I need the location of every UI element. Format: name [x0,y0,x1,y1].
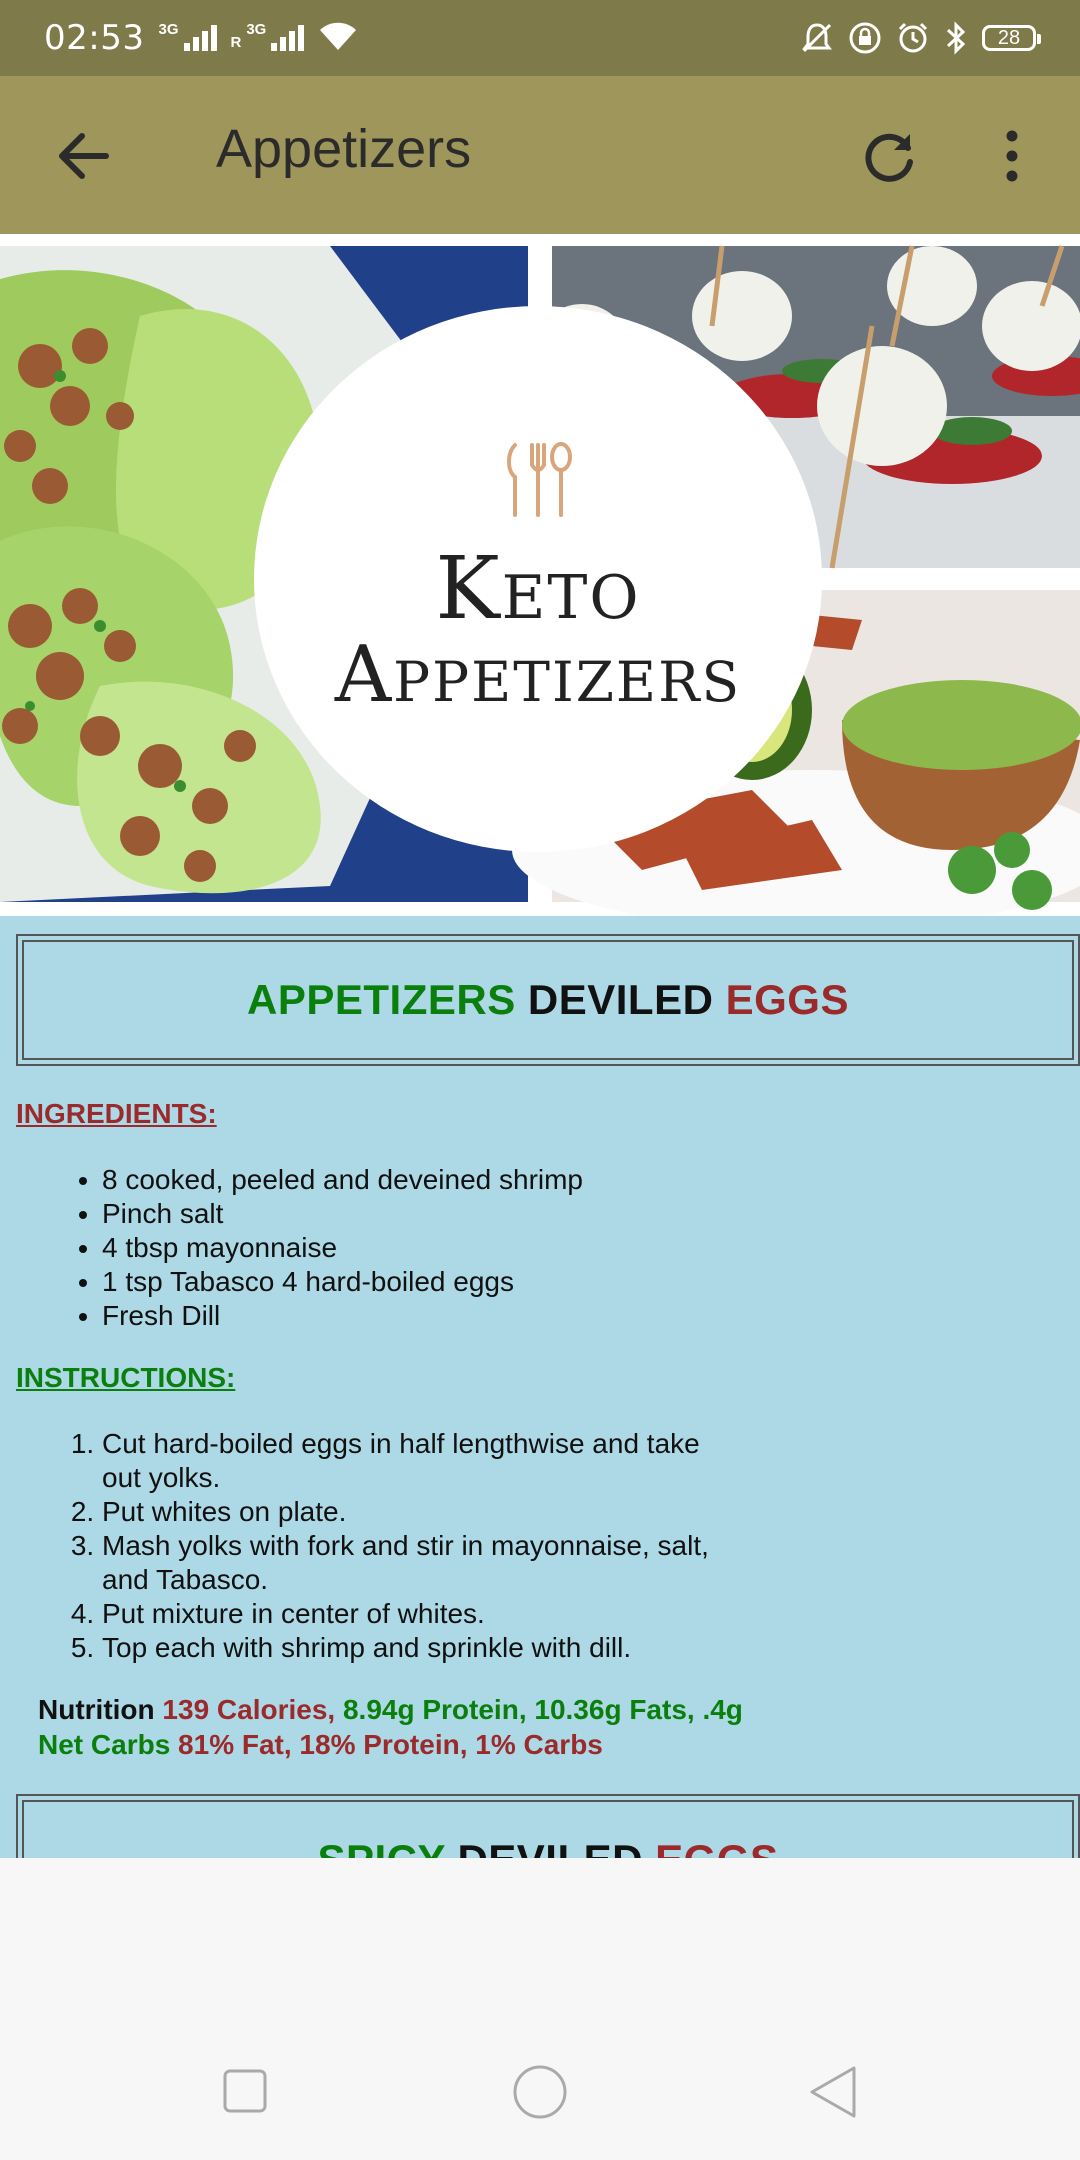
instruction-step: 2. Put whites on plate. [102,1495,722,1529]
app-bar [0,76,1080,234]
cell-signal-1-icon [158,21,216,51]
cell-signal-2-icon [230,21,305,51]
nutrition-label: Nutrition [38,1694,155,1725]
ingredient-item: • Pinch salt [102,1197,583,1231]
status-bar [0,0,1080,76]
hero-logo-circle [254,306,822,852]
bottom-area [0,1858,1080,2160]
battery-icon [982,25,1036,51]
home-icon[interactable] [512,2064,568,2125]
recipe-title-part-1: APPETIZERS [247,976,516,1023]
nutrition-macros: 8.94g Protein, 10.36g Fats, .4g Net Carbs [38,1694,743,1760]
ingredient-item: • 4 tbsp mayonnaise [102,1231,583,1265]
status-time: 02:53 [44,18,145,58]
battery-level: 28 [997,26,1021,49]
ingredient-item: • 1 tsp Tabasco 4 hard-boiled eggs [102,1265,583,1299]
recipe-title-box [16,934,1080,1066]
recent-apps-icon[interactable] [222,2068,268,2119]
ingredient-item: • 8 cooked, peeled and deveined shrimp [102,1163,583,1197]
back-arrow-icon[interactable] [50,126,120,186]
refresh-icon[interactable] [858,124,922,188]
nutrition-percentages: 81% Fat, 18% Protein, 1% Carbs [178,1729,603,1760]
instruction-step: 1. Cut hard-boiled eggs in half lengthwise and take out yolks. [102,1427,722,1495]
network-type-2: 3G [246,21,267,38]
instructions-list [0,1427,722,1665]
hero-logo-text [334,539,742,720]
instruction-step: 3. Mash yolks with fork and stir in mayonnaise, salt, and Tabasco. [102,1529,722,1597]
more-vert-icon[interactable] [996,124,1028,188]
nutrition-info [38,1692,778,1762]
network-type-1: 3G [158,21,179,38]
recipe-title-part-3: EGGS [725,976,849,1023]
recipe-content [0,916,1080,1858]
recipe-title-part-2: DEVILED [527,976,714,1023]
hero-banner-image [0,234,1080,916]
cutlery-icon [503,441,573,524]
hero-title-line2: Appetizers [334,629,742,720]
bluetooth-icon [944,21,968,55]
lock-rotation-icon [848,21,882,55]
alarm-icon [896,21,930,55]
instruction-step: 5. Top each with shrimp and sprinkle with dill. [102,1631,722,1665]
page-title: Appetizers [216,119,472,179]
back-nav-icon[interactable] [808,2064,858,2125]
hero-title-line1: Keto [435,539,641,640]
mute-bell-icon [800,21,834,55]
recipe-title [247,976,849,1024]
ingredients-heading: INGREDIENTS: [16,1098,217,1129]
nutrition-calories: 139 Calories, [162,1694,336,1725]
wifi-icon [318,20,358,57]
instruction-step: 4. Put mixture in center of whites. [102,1597,722,1631]
ingredient-item: • Fresh Dill [102,1299,583,1333]
roaming-indicator: R [230,34,242,51]
instructions-heading: INSTRUCTIONS: [16,1362,236,1393]
ingredients-list [0,1163,583,1333]
